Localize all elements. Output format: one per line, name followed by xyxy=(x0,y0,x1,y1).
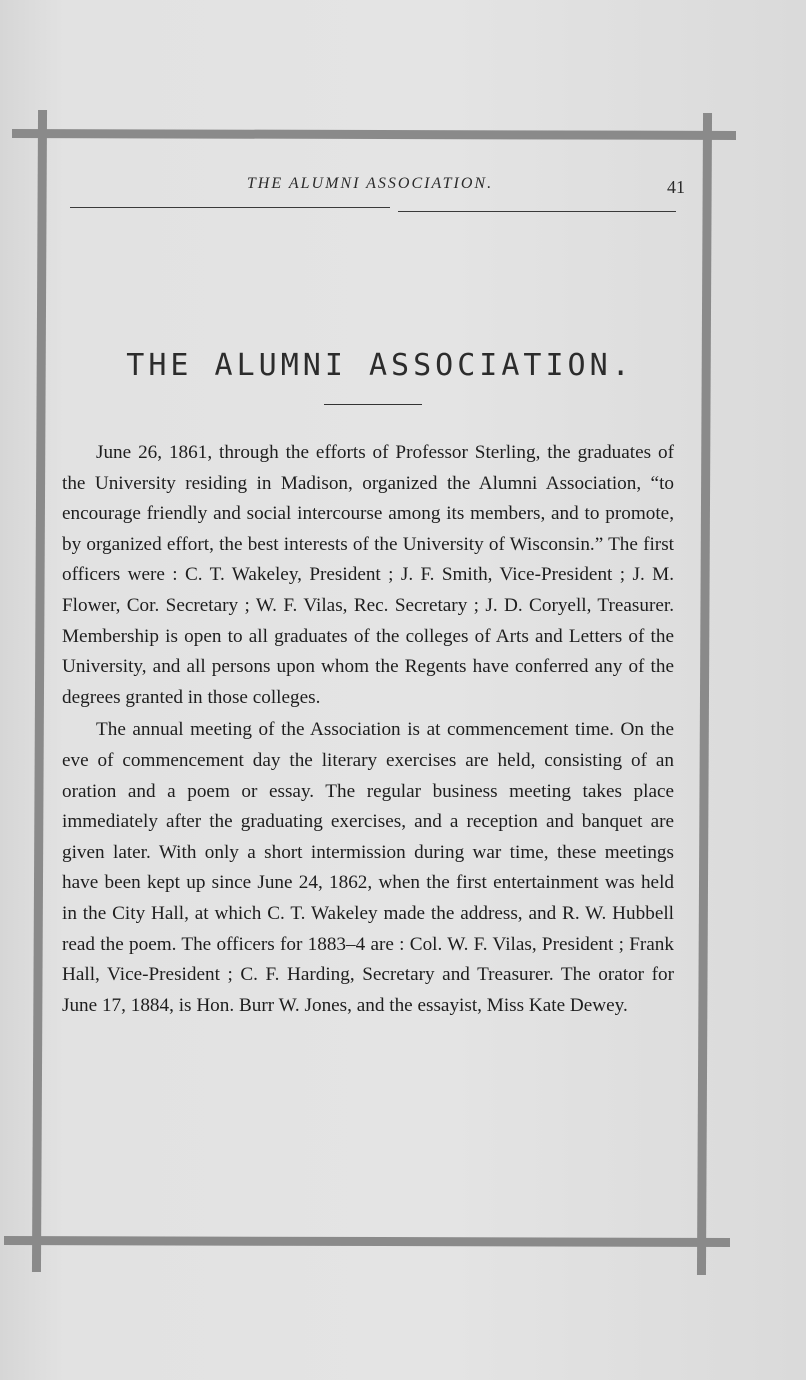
article-body xyxy=(62,438,674,1021)
running-head: THE ALUMNI ASSOCIATION. xyxy=(246,175,494,192)
header-rule-right xyxy=(398,211,676,212)
header-rule-left xyxy=(70,207,390,208)
frame-bottom-bar xyxy=(4,1236,730,1247)
frame-right-bar xyxy=(697,113,712,1275)
frame-top-bar xyxy=(12,129,736,140)
frame-left-bar xyxy=(32,110,47,1272)
paragraph-2: The annual meeting of the Association is at commencement time. On the eve of commencement day the literary exercises are held, consisting of an oration and a poem or essay. The regular business meeting takes place immediately after the graduating exercises, and a reception and banquet are given later. With only a short intermission during war time, these meetings have been kept up since June 24, 1862, when the first entertainment was held in the City Hall, at which C. T. Wakeley made the address, and R. W. Hubbell read the poem. The officers for 1883–4 are : Col. W. F. Vilas, President ; Frank Hall, Vice-President ; C. F. Harding, Secretary and Treasurer. The orator for June 17, 1884, is Hon. Burr W. Jones, and the essayist, Miss Kate Dewey. xyxy=(62,719,674,1016)
paragraph-1: June 26, 1861, through the efforts of Professor Sterling, the graduates of the University residing in Madison, organized the Alumni Association, “to encourage friendly and social intercourse among its members, and to promote, by organized effort, the best interests of the University of Wisconsin.” The first officers were : C. T. Wakeley, President ; J. F. Smith, Vice-President ; J. M. Flower, Cor. Secretary ; W. F. Vilas, Rec. Secretary ; J. D. Coryell, Treasurer. Membership is open to all graduates of the colleges of Arts and Letters of the University, and all persons upon whom the Regents have conferred any of the degrees granted in those colleges. xyxy=(62,442,674,708)
title-divider xyxy=(324,404,422,405)
page-number: 41 xyxy=(667,177,685,197)
article-title: THE ALUMNI ASSOCIATION. xyxy=(126,348,634,384)
